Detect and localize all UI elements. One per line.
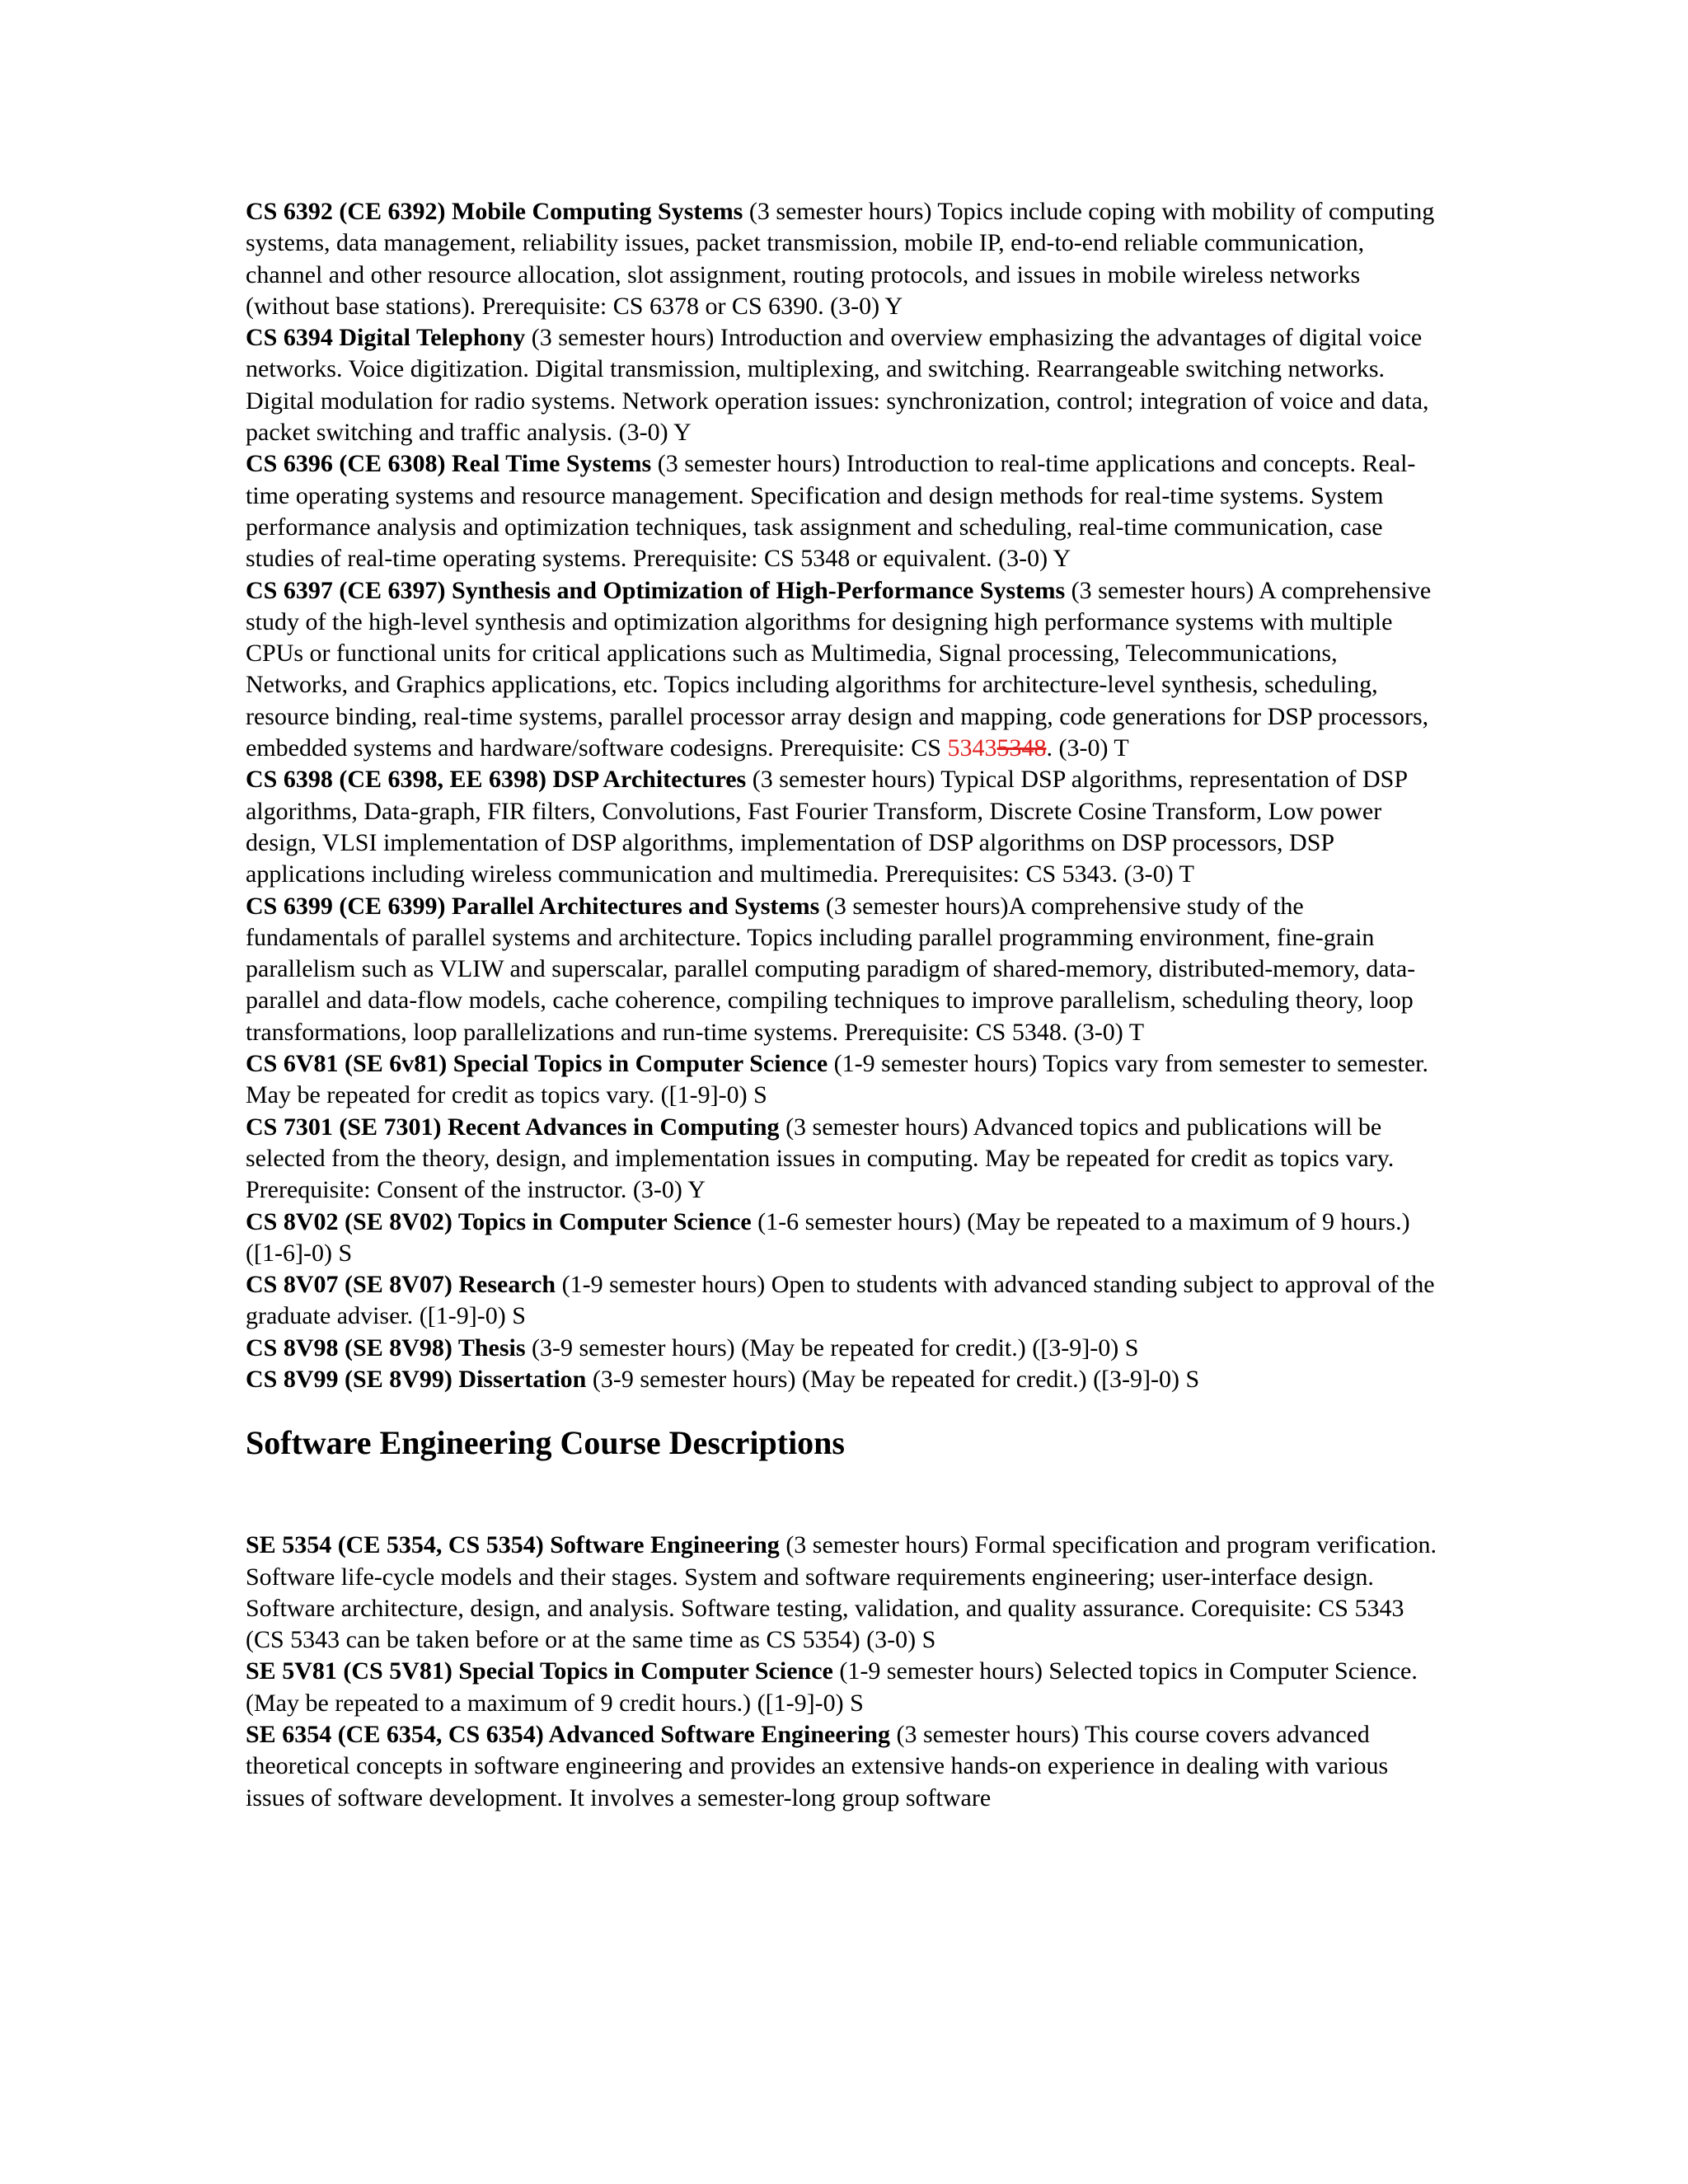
course-entry [246, 1112, 1441, 1207]
course-description: (3 semester hours) Topics include coping with mobility of computing systems, data management, reliability issues, packet transmission, mobile IP, end-to-end reliable communication, channel and other resource allocation, slot assignment, routing protocols, and issues in mobile wireless networks (without base stations). Prerequisite: CS 6378 or CS 6390. (3-0) Y [246, 198, 1435, 320]
course-description: (3 semester hours) Formal specification and program verification. Software life-cycle models and their stages. System and software requirements engineering; user-interface design. Software architecture, design, and analysis. Software testing, validation, and quality assurance. Corequisite: CS 5343 (CS 5343 can be taken before or at the same time as CS 5354) (3-0) S [246, 1531, 1437, 1654]
course-title: CS 6397 (CE 6397) Synthesis and Optimization of High-Performance Systems [246, 576, 1066, 604]
course-entry [246, 1333, 1441, 1364]
course-entry [246, 196, 1441, 322]
course-entry [246, 1207, 1441, 1270]
course-title: SE 5354 (CE 5354, CS 5354) Software Engineering [246, 1531, 780, 1559]
course-title: CS 8V07 (SE 8V07) Research [246, 1271, 556, 1299]
course-title: CS 6392 (CE 6392) Mobile Computing Systems [246, 198, 743, 225]
course-title: CS 6V81 (SE 6v81) Special Topics in Computer Science [246, 1050, 828, 1078]
course-title: SE 6354 (CE 6354, CS 6354) Advanced Software Engineering [246, 1721, 890, 1749]
course-title: SE 5V81 (CS 5V81) Special Topics in Computer Science [246, 1657, 833, 1685]
course-entry [246, 891, 1441, 1048]
course-title: CS 6398 (CE 6398, EE 6398) DSP Architectures [246, 766, 747, 794]
course-title: CS 6396 (CE 6308) Real Time Systems [246, 450, 652, 478]
section-heading: Software Engineering Course Descriptions [246, 1424, 845, 1462]
course-entry [246, 1364, 1441, 1395]
course-title: CS 8V98 (SE 8V98) Thesis [246, 1333, 526, 1361]
course-title: CS 6399 (CE 6399) Parallel Architectures and Systems [246, 892, 820, 920]
course-description: (3 semester hours) Introduction to real-time applications and concepts. Real-time operating systems and resource management. Specification and design methods for real-time systems. System performance analysis and optimization techniques, task assignment and scheduling, real-time communication, case studies of real-time operating systems. Prerequisite: CS 5348 or equivalent. (3-0) Y [246, 450, 1416, 573]
tracked-insertion: 5343 [947, 734, 997, 762]
course-entry [246, 1719, 1441, 1814]
course-description: (1-9 semester hours) Selected topics in Computer Science. (May be repeated to a maximum of 9 credit hours.) ([1-9]-0) S [246, 1657, 1418, 1717]
course-description: (3 semester hours) A comprehensive study of the high-level synthesis and optimization algorithms for designing high performance systems with multiple CPUs or functional units for critical applications such as Multimedia, Signal processing, Telecommunications, Networks, and Graphics applications, etc. Topics including algorithms for architecture-level synthesis, scheduling, resource binding, real-time systems, parallel processor array design and mapping, code generations for DSP processors, embedded systems and hardware/software codesigns. Prerequisite: CS [246, 576, 1432, 762]
course-title: CS 8V02 (SE 8V02) Topics in Computer Science [246, 1207, 752, 1235]
course-description: (3 semester hours) This course covers advanced theoretical concepts in software engineering and provides an extensive hands-on experience in dealing with various issues of software development. It involves a semester-long group software [246, 1721, 1389, 1811]
cs-course-list [246, 196, 1441, 1395]
document-page [246, 196, 1441, 1814]
course-entry [246, 322, 1441, 448]
course-entry [246, 1530, 1441, 1656]
course-entry [246, 448, 1441, 574]
course-description: (1-6 semester hours) (May be repeated to a maximum of 9 hours.) ([1-6]-0) S [246, 1207, 1410, 1267]
course-title: CS 7301 (SE 7301) Recent Advances in Computing [246, 1113, 780, 1141]
course-entry [246, 1048, 1441, 1112]
course-description: (3-9 semester hours) (May be repeated for credit.) ([3-9]-0) S [525, 1333, 1139, 1361]
course-title: CS 8V99 (SE 8V99) Dissertation [246, 1365, 587, 1393]
course-description: (3-9 semester hours) (May be repeated for credit.) ([3-9]-0) S [586, 1365, 1200, 1393]
course-description: (1-9 semester hours) Topics vary from semester to semester. May be repeated for credit as topics vary. ([1-9]-0) S [246, 1050, 1428, 1109]
course-description: (1-9 semester hours) Open to students with advanced standing subject to approval of the graduate adviser. ([1-9]-0) S [246, 1271, 1435, 1330]
course-entry [246, 764, 1441, 890]
course-title: CS 6394 Digital Telephony [246, 324, 526, 352]
course-description: (3 semester hours) Advanced topics and publications will be selected from the theory, design, and implementation issues in computing. May be repeated for credit as topics vary. Prerequisite: Consent of the instructor. (3-0) Y [246, 1113, 1395, 1204]
course-description: (3 semester hours) Typical DSP algorithms, representation of DSP algorithms, Data-graph, FIR filters, Convolutions, Fast Fourier Transform, Discrete Cosine Transform, Low power design, VLSI implementation of DSP algorithms, implementation of DSP algorithms on DSP processors, DSP applications including wireless communication and multimedia. Prerequisites: CS 5343. (3-0) T [246, 766, 1407, 888]
course-description: (3 semester hours)A comprehensive study of the fundamentals of parallel systems and architecture. Topics including parallel programming environment, fine-grain parallelism such as VLIW and superscalar, parallel computing paradigm of shared-memory, distributed-memory, data-parallel and data-flow models, cache coherence, compiling techniques to improve parallelism, scheduling theory, loop transformations, loop parallelizations and run-time systems. Prerequisite: CS 5348. (3-0) T [246, 892, 1416, 1046]
course-entry [246, 575, 1441, 765]
course-description: (3 semester hours) Introduction and overview emphasizing the advantages of digital voice networks. Voice digitization. Digital transmission, multiplexing, and switching. Rearrangeable switching networks. Digital modulation for radio systems. Network operation issues: synchronization, control; integration of voice and data, packet switching and traffic analysis. (3-0) Y [246, 324, 1429, 447]
course-entry [246, 1656, 1441, 1719]
course-description-end: . (3-0) T [1046, 734, 1129, 762]
course-entry [246, 1269, 1441, 1333]
tracked-deletion: 5348 [996, 734, 1047, 762]
se-course-list [246, 1530, 1441, 1814]
